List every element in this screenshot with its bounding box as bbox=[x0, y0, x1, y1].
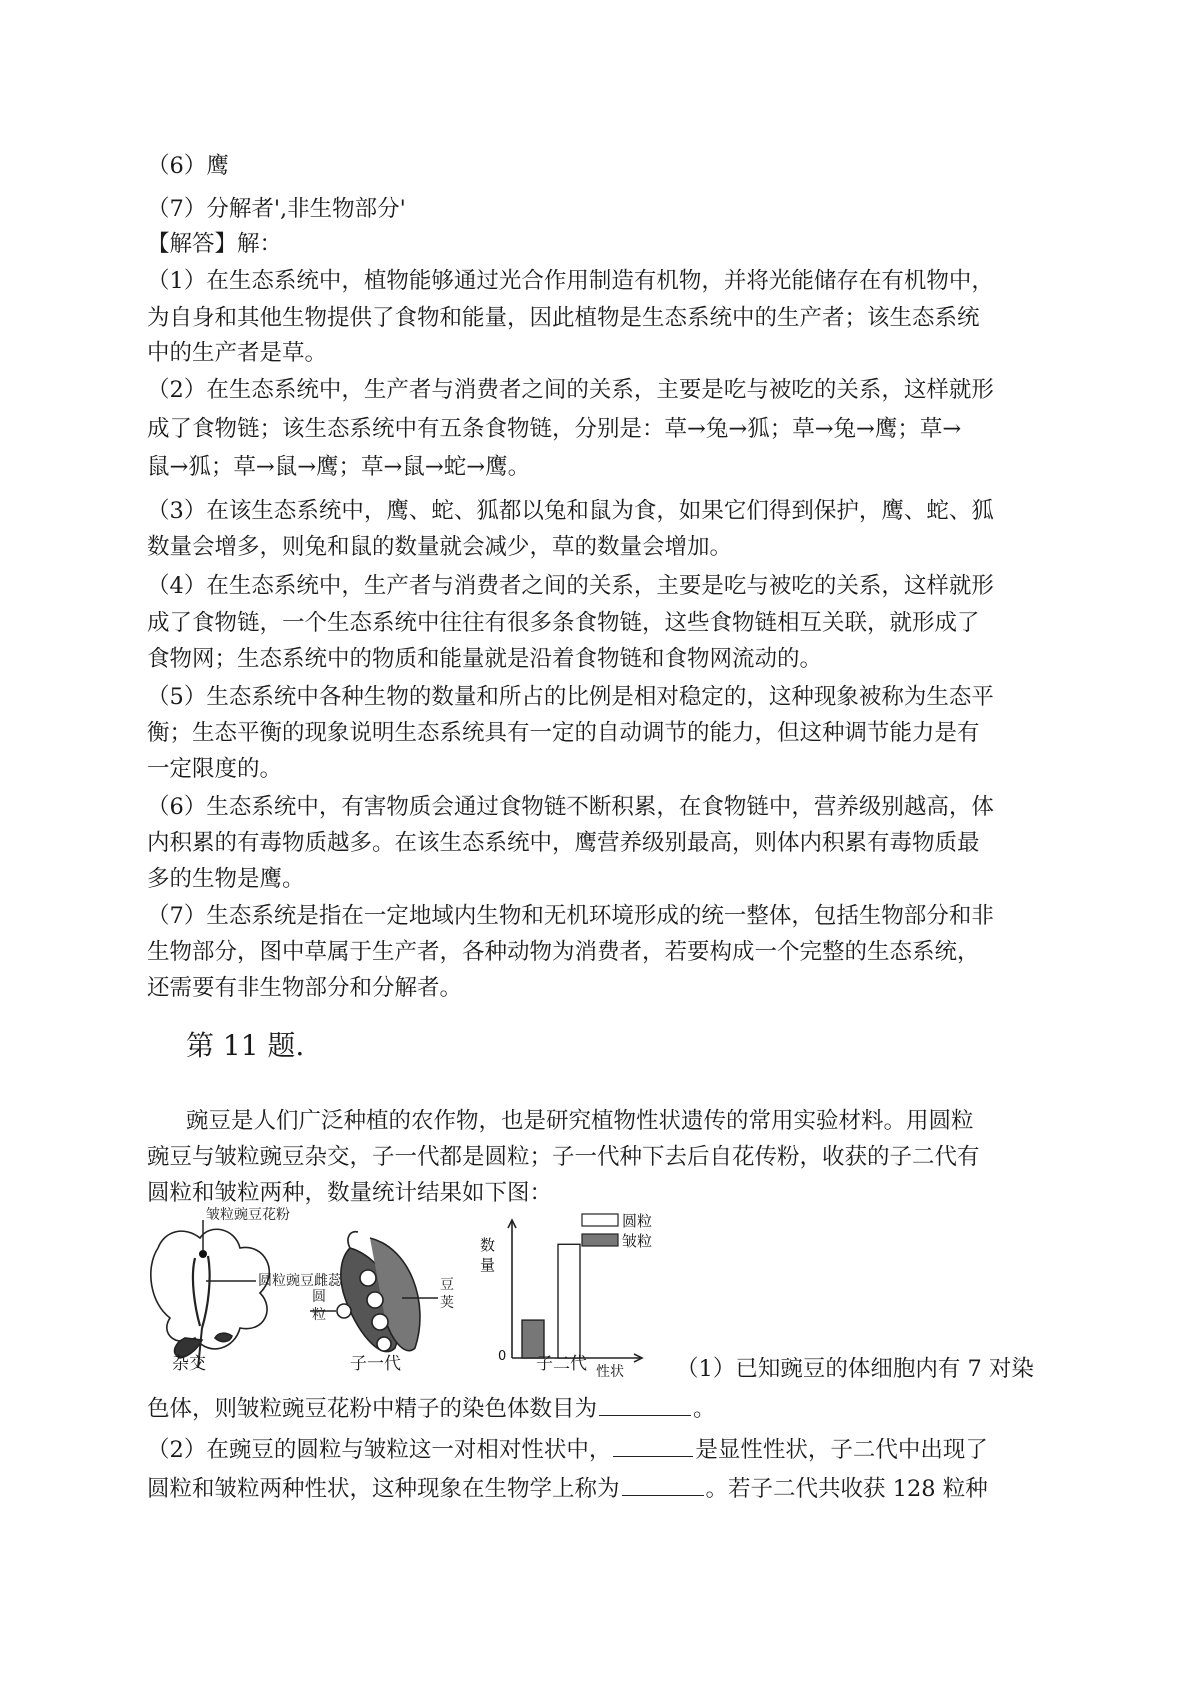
solution-line: 鼠→狐；草→鼠→鹰；草→鼠→蛇→鹰。 bbox=[147, 454, 531, 480]
question-intro-line: 豌豆与皱粒豌豆杂交，子一代都是圆粒；子一代种下去后自花传粉，收获的子二代有 bbox=[147, 1144, 980, 1170]
solution-line: 成了食物链，一个生态系统中往往有很多条食物链，这些食物链相互关联，就形成了 bbox=[147, 610, 980, 636]
solution-header: 【解答】解： bbox=[147, 231, 283, 257]
legend-label: 圆粒 bbox=[622, 1212, 653, 1230]
y-axis-label: 量 bbox=[480, 1256, 496, 1274]
solution-line: 还需要有非生物部分和分解者。 bbox=[147, 975, 463, 1001]
q1-line1: （1）已知豌豆的体细胞内有 7 对染 bbox=[676, 1356, 1034, 1382]
answer-7: （7）分解者',非生物部分' bbox=[147, 196, 406, 222]
f2-bar-chart bbox=[470, 1208, 670, 1378]
label-pod-1: 豆 bbox=[440, 1277, 454, 1293]
solution-line: 内积累的有毒物质越多。在该生态系统中，鹰营养级别最高，则体内积累有毒物质最 bbox=[147, 830, 980, 856]
solution-line: 成了食物链；该生态系统中有五条食物链，分别是：草→兔→狐；草→兔→鹰；草→ bbox=[147, 416, 962, 442]
label-round-2: 粒 bbox=[312, 1307, 326, 1323]
question-intro-line: 豌豆是人们广泛种植的农作物，也是研究植物性状遗传的常用实验材料。用圆粒 bbox=[186, 1108, 974, 1134]
answer-6: （6）鹰 bbox=[147, 153, 229, 179]
solution-line: （6）生态系统中，有害物质会通过食物链不断积累，在食物链中，营养级别越高，体 bbox=[147, 794, 994, 820]
label-pod-2: 荚 bbox=[440, 1295, 454, 1311]
q2-dominant-blank[interactable] bbox=[613, 1455, 693, 1457]
solution-line: （3）在该生态系统中，鹰、蛇、狐都以兔和鼠为食，如果它们得到保护，鹰、蛇、狐 bbox=[147, 498, 994, 524]
caption-f1: 子一代 bbox=[350, 1354, 401, 1374]
x-axis-label: 性状 bbox=[596, 1364, 624, 1378]
solution-line: （2）在生态系统中，生产者与消费者之间的关系，主要是吃与被吃的关系，这样就形 bbox=[147, 377, 994, 403]
bar-wrinkled bbox=[522, 1320, 544, 1358]
chart-bars bbox=[522, 1244, 580, 1358]
solution-line: 衡；生态平衡的现象说明生态系统具有一定的自动调节的能力，但这种调节能力是有 bbox=[147, 720, 980, 746]
solution-line: （1）在生态系统中，植物能够通过光合作用制造有机物，并将光能储存在有机物中， bbox=[147, 268, 994, 294]
chart-legend bbox=[582, 1212, 652, 1250]
y-axis-label: 数 bbox=[480, 1236, 496, 1254]
q1-line2: 色体，则皱粒豌豆花粉中精子的染色体数目为 。 bbox=[147, 1396, 716, 1422]
solution-line: 一定限度的。 bbox=[147, 756, 283, 782]
solution-line: 中的生产者是草。 bbox=[147, 340, 328, 366]
label-pollen: 皱粒豌豆花粉 bbox=[206, 1207, 290, 1223]
q2-term-blank[interactable] bbox=[622, 1494, 704, 1496]
solution-line: 食物网；生态系统中的物质和能量就是沿着食物链和食物网流动的。 bbox=[147, 646, 823, 672]
legend-swatch bbox=[582, 1234, 618, 1246]
caption-cross: 杂交 bbox=[172, 1354, 206, 1374]
y-origin-label: 0 bbox=[498, 1349, 507, 1364]
solution-line: 数量会增多，则兔和鼠的数量就会减少，草的数量会增加。 bbox=[147, 534, 733, 560]
question-title: 第 11 题. bbox=[186, 1029, 305, 1062]
label-stigma: 圆粒豌豆雌蕊 bbox=[258, 1273, 342, 1289]
solution-line: 多的生物是鹰。 bbox=[147, 866, 305, 892]
pea-pod-illustration bbox=[337, 1232, 420, 1352]
q2-line2: 圆粒和皱粒两种性状，这种现象在生物学上称为 。若子二代共收获 128 粒种 bbox=[147, 1476, 988, 1502]
question-intro-line: 圆粒和皱粒两种，数量统计结果如下图： bbox=[147, 1180, 553, 1206]
q1-answer-blank[interactable] bbox=[599, 1414, 691, 1416]
label-round-1: 圆 bbox=[312, 1289, 326, 1305]
legend-swatch bbox=[582, 1214, 618, 1226]
solution-line: 为自身和其他生物提供了食物和能量，因此植物是生态系统中的生产者；该生态系统 bbox=[147, 305, 980, 331]
solution-line: （4）在生态系统中，生产者与消费者之间的关系，主要是吃与被吃的关系，这样就形 bbox=[147, 573, 994, 599]
caption-f2: 子二代 bbox=[536, 1354, 587, 1374]
bar-round bbox=[558, 1244, 580, 1358]
solution-line: 生物部分，图中草属于生产者，各种动物为消费者，若要构成一个完整的生态系统， bbox=[147, 939, 980, 965]
solution-line: （7）生态系统是指在一定地域内生物和无机环境形成的统一整体，包括生物部分和非 bbox=[147, 903, 994, 929]
solution-line: （5）生态系统中各种生物的数量和所占的比例是相对稳定的，这种现象被称为生态平 bbox=[147, 684, 994, 710]
flower-illustration bbox=[151, 1229, 269, 1368]
q2-line1: （2）在豌豆的圆粒与皱粒这一对相对性状中， 是显性性状，子二代中出现了 bbox=[147, 1437, 988, 1463]
legend-label: 皱粒 bbox=[622, 1232, 653, 1250]
pea-figure bbox=[140, 1208, 670, 1378]
pollen-dot bbox=[199, 1250, 207, 1258]
